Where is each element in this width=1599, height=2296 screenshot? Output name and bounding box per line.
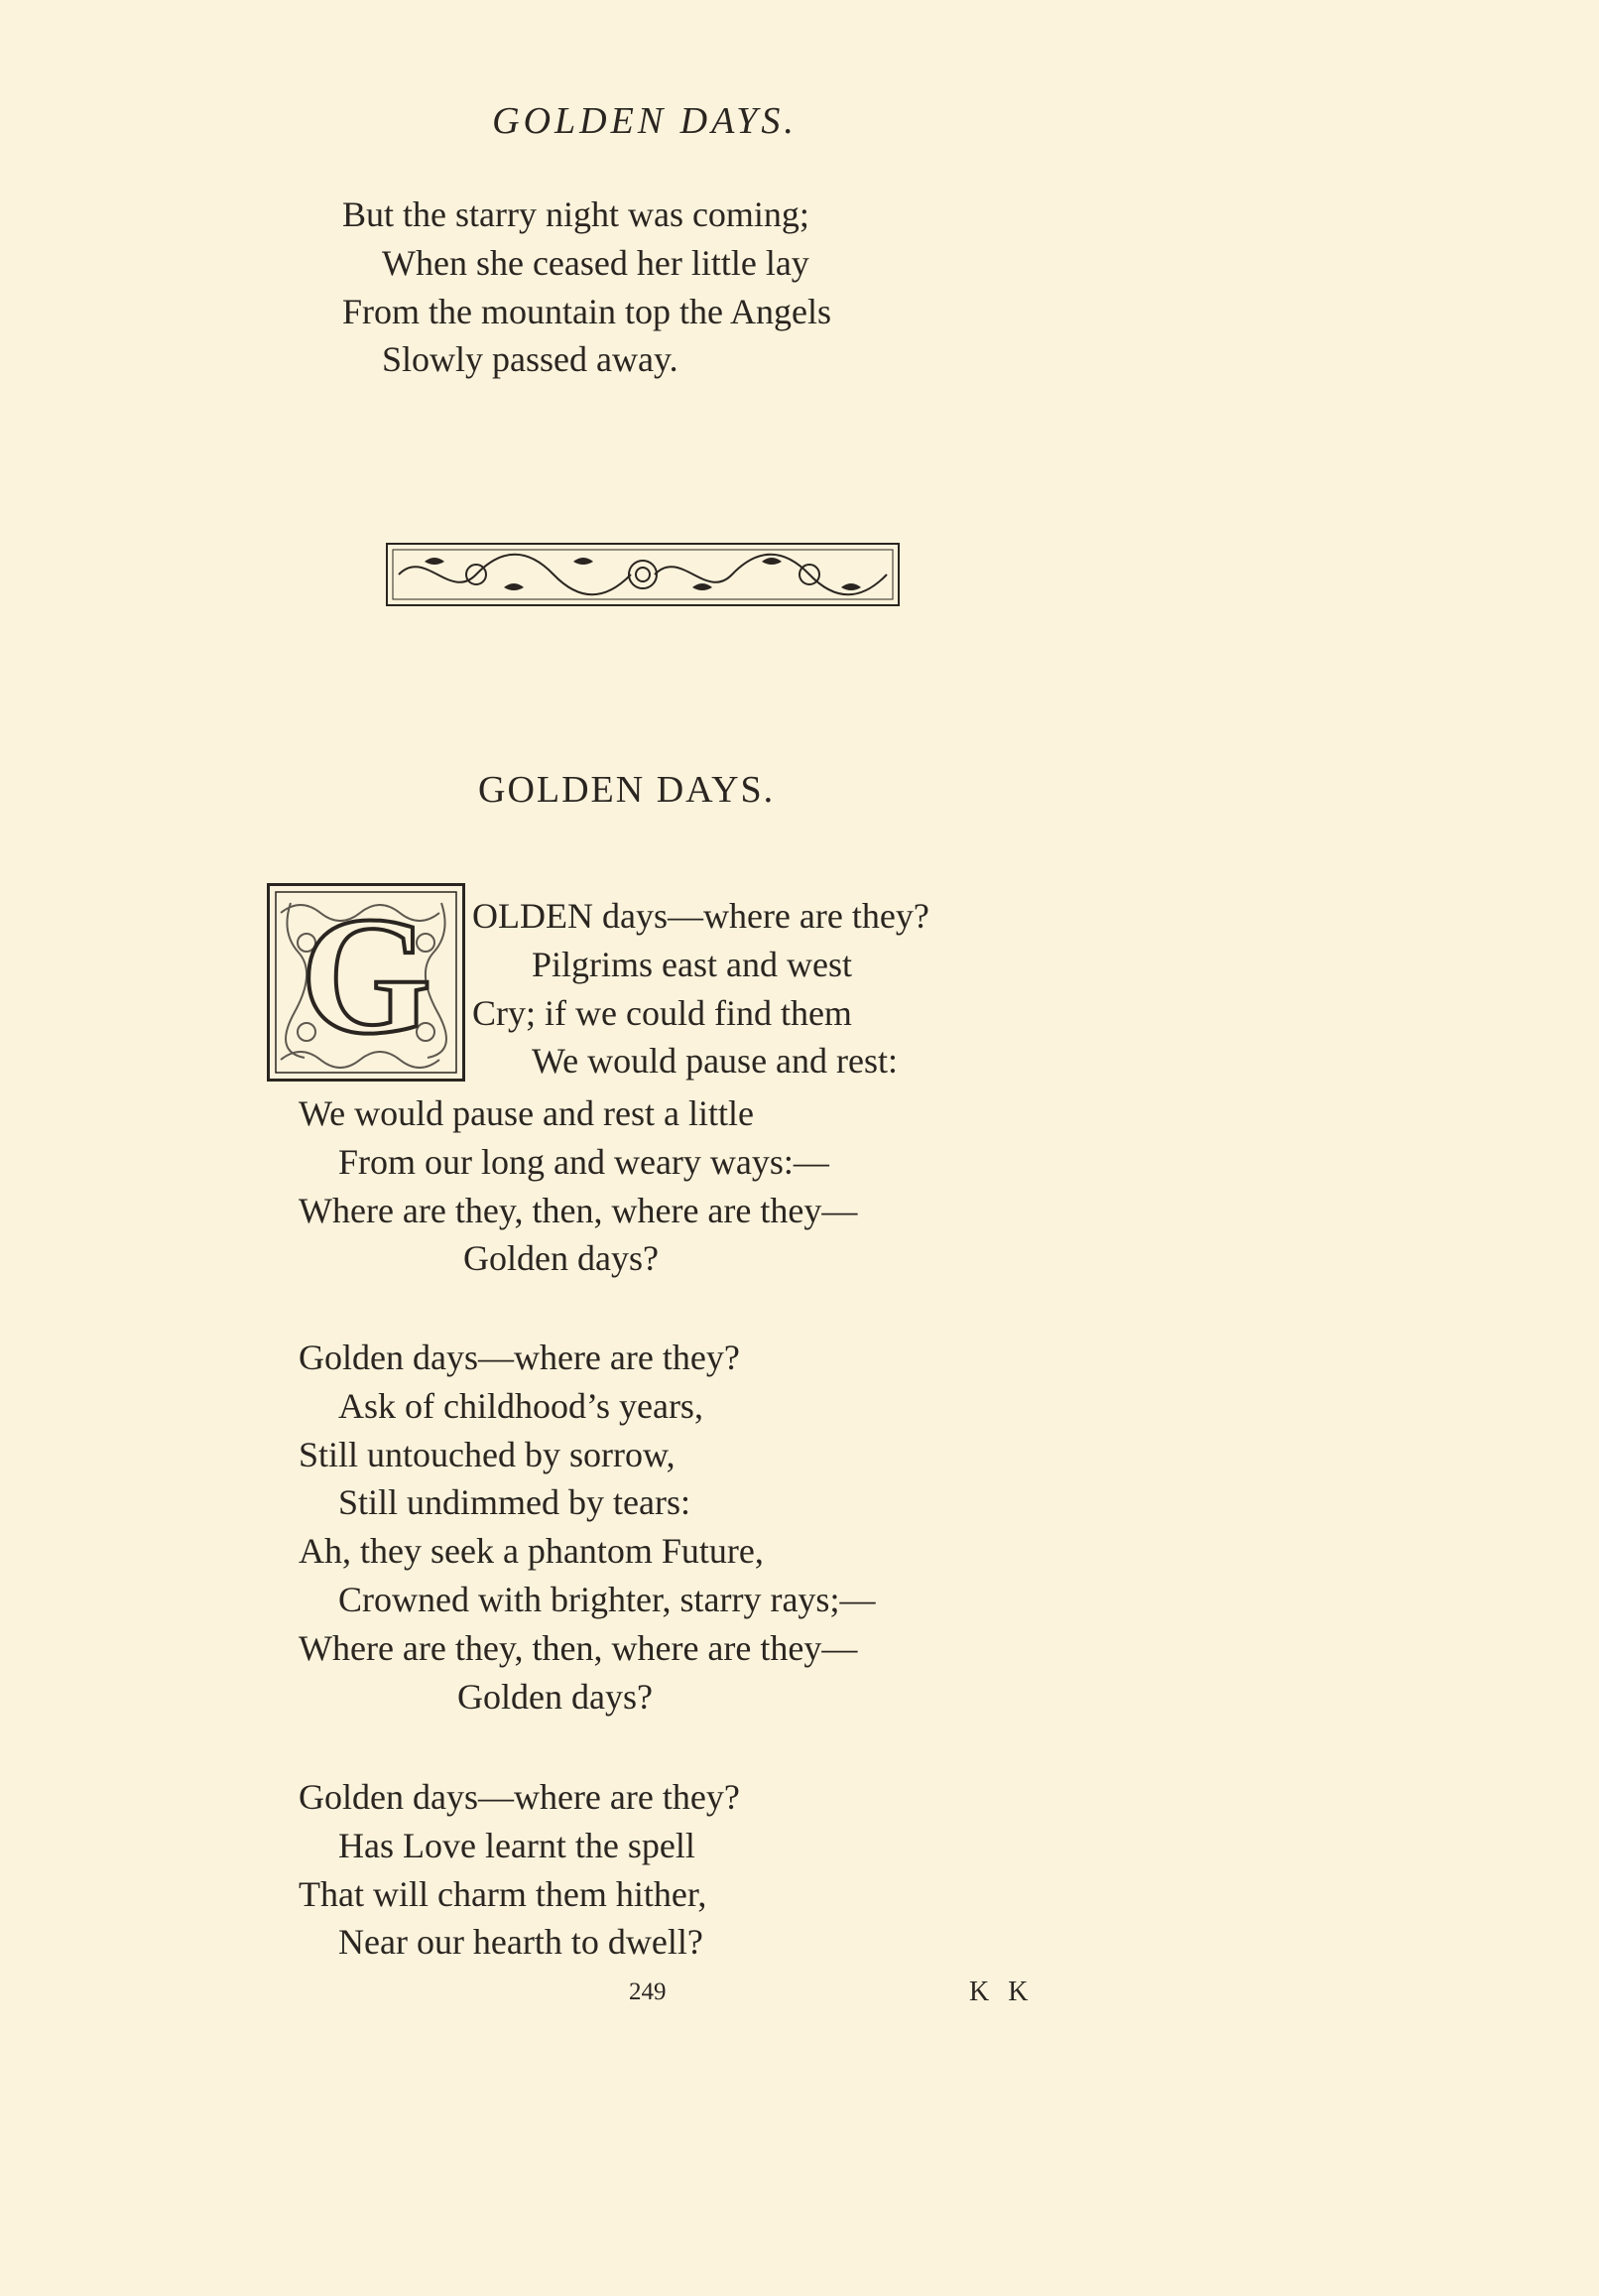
verse-line: When she ceased her little lay [382, 242, 809, 283]
verse-line: Ah, they seek a phantom Future, [299, 1531, 764, 1572]
verse-line: Slowly passed away. [382, 339, 678, 380]
verse-line: Golden days? [457, 1676, 653, 1717]
verse-line: From the mountain top the Angels [342, 291, 831, 331]
ornamental-divider [385, 542, 901, 607]
decorated-initial [267, 883, 465, 1082]
stanza-3 [299, 1773, 740, 1967]
verse-line: Where are they, then, where are they— [299, 1627, 858, 1668]
verse-line: Where are they, then, where are they— [299, 1190, 858, 1230]
stanza-2 [299, 1334, 875, 1721]
running-header: GOLDEN DAYS. [492, 100, 798, 142]
verse-line: From our long and weary ways:— [338, 1141, 829, 1182]
verse-line: Has Love learnt the spell [338, 1825, 695, 1865]
stanza-1-opening [472, 892, 929, 1085]
verse-line: We would pause and rest a little [299, 1093, 754, 1133]
page-number: 249 [629, 1978, 667, 2005]
drop-cap-letter: G [300, 883, 432, 1069]
verse-line: Pilgrims east and west [532, 944, 852, 984]
verse-line: Golden days—where are they? [299, 1777, 740, 1817]
stanza-1-rest [299, 1089, 857, 1283]
verse-line: That will charm them hither, [299, 1873, 707, 1914]
verse-line: Still undimmed by tears: [338, 1482, 690, 1523]
verse-line: Cry; if we could find them [472, 992, 852, 1033]
verse-line: Golden days? [463, 1238, 659, 1279]
verse-line: Ask of childhood’s years, [338, 1385, 703, 1426]
verse-line: Still untouched by sorrow, [299, 1434, 676, 1474]
verse-line: OLDEN days—where are they? [472, 896, 929, 936]
stanza-0 [342, 191, 831, 384]
verse-line: We would pause and rest: [532, 1041, 898, 1082]
verse-line: Golden days—where are they? [299, 1338, 740, 1377]
verse-line: But the starry night was coming; [342, 194, 809, 234]
verse-line: Near our hearth to dwell? [338, 1922, 703, 1963]
poem-title: GOLDEN DAYS. [478, 769, 776, 811]
verse-line: Crowned with brighter, starry rays;— [338, 1579, 876, 1619]
signature-mark: K K [969, 1977, 1035, 2007]
